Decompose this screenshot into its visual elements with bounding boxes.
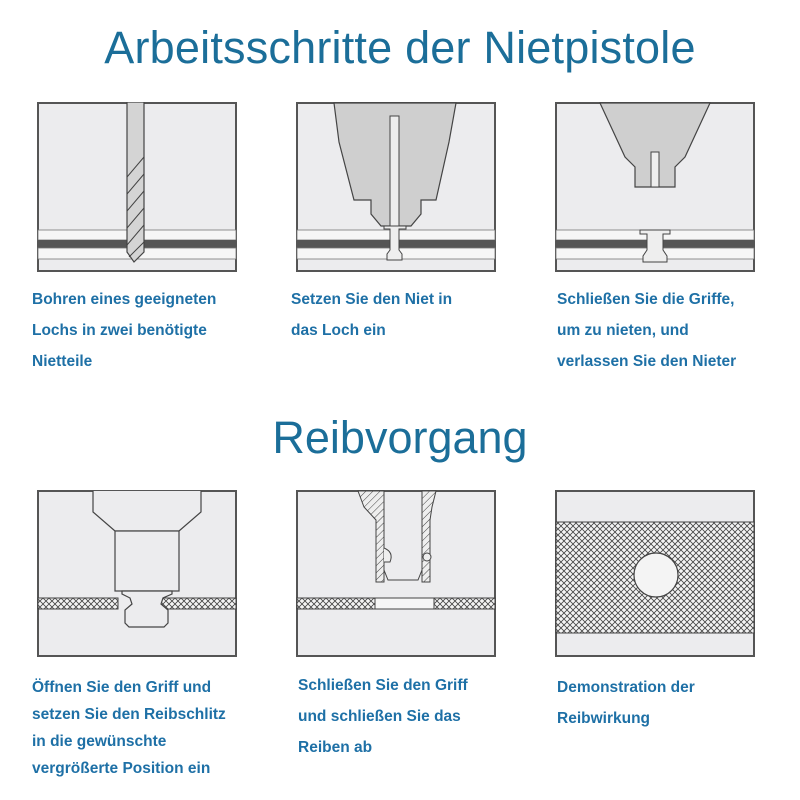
caption-line: vergrößerte Position ein — [32, 760, 211, 777]
ream-step-2-caption — [298, 670, 548, 763]
page-title: Arbeitsschritte der Nietpistole — [104, 22, 696, 73]
caption-line: Reiben ab — [298, 739, 373, 756]
caption-line: in die gewünschte — [32, 733, 167, 750]
ream-step-3-caption — [557, 672, 800, 734]
caption-line: verlassen Sie den Nieter — [557, 353, 737, 370]
diagram-close-grip-ream — [296, 490, 496, 657]
diagram-close-grips — [555, 102, 755, 272]
caption-line: und schließen Sie das — [298, 708, 461, 725]
caption-line: Nietteile — [32, 353, 93, 370]
diagram-drilling — [37, 102, 237, 272]
caption-line: Öffnen Sie den Griff und — [32, 679, 212, 696]
section-title-reaming: Reibvorgang — [272, 412, 528, 463]
caption-line: Reibwirkung — [557, 710, 651, 727]
caption-line: Schließen Sie die Griffe, — [557, 291, 735, 308]
caption-line: setzen Sie den Reibschlitz — [32, 706, 226, 723]
caption-line: Demonstration der — [557, 679, 695, 696]
diagram-reaming-result — [555, 490, 755, 657]
diagram-insert-rivet — [296, 102, 496, 272]
caption-line: Setzen Sie den Niet in — [291, 291, 453, 308]
step-1-caption — [32, 284, 282, 377]
step-3-caption — [557, 284, 800, 377]
caption-line: Lochs in zwei benötigte — [32, 322, 207, 339]
step-2-caption — [291, 284, 541, 346]
caption-line: das Loch ein — [291, 322, 386, 339]
caption-line: Schließen Sie den Griff — [298, 677, 468, 694]
ream-step-1-caption — [32, 674, 282, 782]
caption-line: um zu nieten, und — [557, 322, 689, 339]
caption-line: Bohren eines geeigneten — [32, 291, 217, 308]
diagram-open-grip — [37, 490, 237, 657]
